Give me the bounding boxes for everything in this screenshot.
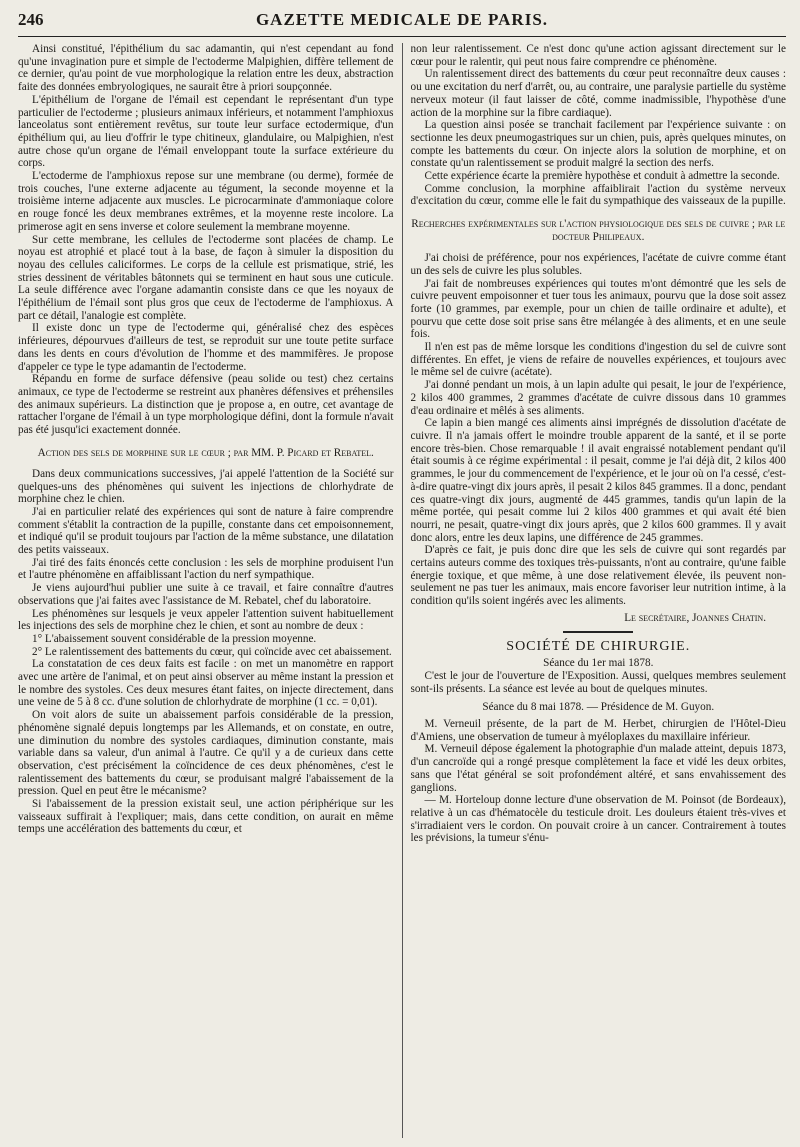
paragraph: Un ralentissement direct des battements du cœur peut reconnaître deux causes : ou une excitation du nerf d'arrêt, ou, au contraire, une paralysie partielle du système nerveux moteur (il faut laisser de côté, comme inadmissible, l'hypothèse d'une action de la morphine sur la fibre cardiaque).	[410, 68, 786, 119]
journal-title: GAZETTE MEDICALE DE PARIS.	[255, 10, 549, 29]
session-heading: Séance du 8 mai 1878. — Présidence de M. Guyon.	[482, 701, 715, 714]
paragraph: — M. Horteloup donne lecture d'une observation de M. Poinsot (de Bordeaux), relative à un cas d'hématocèle du testicule droit. Les douleurs étaient très-vives et s'irradiaient vers le cordon. On pouvait croire à un cancer. Contrairement à toutes les prévisions, la tumeur s'énu-	[410, 794, 786, 845]
paragraph: L'ectoderme de l'amphioxus repose sur une membrane (ou derme), formée de trois couches, l'une externe adjacente au tégument, la seconde moyenne et la troisième interne adjacente aux muscles. Le picrocarminate d'ammoniaque colore en rouge foncé les deux membranes extrêmes, et la moyenne reste incolore. La primerose agit en sens inverse et colore seulement la membrane moyenne.	[18, 170, 394, 233]
left-column	[18, 43, 394, 1138]
paragraph: L'épithélium de l'organe de l'émail est cependant le représentant d'un type particulier de l'ectoderme ; plusieurs animaux inférieurs, et notamment l'amphioxus lanceolatus sont entièrement revêtus, sur toute leur surface ectodermique, d'un épithélium qui, au lieu d'offrir le type chitineux, glandulaire, ou Malpighien, n'est autre chose qu'un organe de l'émail enveloppant toute la surface extérieure du corps.	[18, 93, 394, 170]
paragraph: non leur ralentissement. Ce n'est donc qu'une action agissant directement sur le cœur pour le ralentir, qui peut nous faire comprendre ce phénomène.	[410, 43, 786, 68]
list-item: 2° Le ralentissement des battements du cœur, qui coïncide avec cet abaissement.	[32, 645, 392, 658]
paragraph: Sur cette membrane, les cellules de l'ectoderme sont placées de champ. Le noyau est atrophié et placé tout à la base, de façon à simuler la disposition du noyau des cellules caliciformes. Le corps de la cellule est prismatique, strié, les stries dessinent de véritables bâtonnets qui se terminent en haut sous une cuticule. La seule différence avec l'organe adamantin consiste dans ce que les noyaux de l'épithélium de l'émail sont plus gros que ceux de l'ectoderme de l'amphioxus. A part ce détail, l'analogie est complète.	[18, 233, 394, 322]
paragraph: J'ai en particulier relaté des expériences qui sont de nature à faire comprendre comment s'établit la contraction de la pupille, constante dans cet empoisonnement, et indiqué qu'il se produit toujours par l'action de la même substance, une dilatation des petits vaisseaux.	[18, 505, 394, 557]
paragraph: M. Verneuil présente, de la part de M. Herbet, chirurgien de l'Hôtel-Dieu d'Amiens, une observation de tumeur à myéloplaxes du maxillaire inférieur.	[410, 718, 786, 743]
section-divider	[563, 631, 633, 633]
section-title-copper: Recherches expérimentales sur l'action physiologique des sels de cuivre ; par le docteur Philipeaux.	[411, 218, 786, 244]
column-divider	[402, 43, 403, 1138]
columns	[18, 43, 786, 1138]
paragraph: Cette expérience écarte la première hypothèse et conduit à admettre la seconde.	[424, 170, 780, 183]
paragraph: M. Verneuil dépose également la photographie d'un malade atteint, depuis 1873, d'un cancroïde qui a rongé presque complètement la face et vidé les deux orbites, sans que l'état général se soit profondément altéré, et sans envahissement des ganglions.	[410, 743, 786, 794]
right-column	[411, 43, 787, 1138]
page-header	[18, 10, 786, 37]
paragraph: Si l'abaissement de la pression existait seul, une action périphérique sur les vaisseaux suffirait à l'expliquer; mais, dans cette condition, on aurait en même temps une accélération des battements du cœur, et	[18, 798, 394, 836]
paragraph: J'ai tiré des faits énoncés cette conclusion : les sels de morphine produisent l'un et l'autre phénomène en affaiblissant l'action du nerf sympathique.	[18, 556, 394, 582]
paragraph: Répandu en forme de surface défensive (peau solide ou test) chez certains animaux, ce type de l'ectoderme se restreint aux phanères défensives et préhensiles des animaux supérieurs. La distinction que je propose a, en outre, cet avantage de rattacher l'organe de l'émail à un type morphologique défini, dont la formule n'avait pas été jusqu'ici exactement donnée.	[18, 373, 394, 437]
paragraph: Ainsi constitué, l'épithélium du sac adamantin, qui n'est cependant au fond qu'une invagination pure et simple de l'ectoderme Malpighien, diffère tellement de ce dernier, qu'au point de vue morphologique la relation entre les deux, abstraction faite des données embryologiques, ne saurait être à priori soupçonnée.	[18, 43, 394, 94]
paragraph: D'après ce fait, je puis donc dire que les sels de cuivre qui sont regardés par certains auteurs comme des toxiques très-puissants, n'ont au contraire, qu'une faible énergie toxique, et que même, à une dose relativement élevée, ils peuvent non-seulement ne pas tuer les animaux, mais encore favoriser leur nutrition intime, à la condition qu'ils soient ingérés avec les aliments.	[410, 544, 786, 608]
paragraph: Ce lapin a bien mangé ces aliments ainsi imprégnés de dissolution d'acétate de cuivre. Il n'a jamais offert le moindre trouble apparent de la santé, et il se porte encore très-bien. Chose remarquable ! il avait engraissé notablement pendant qu'il était soumis à ce régime expérimental : il pesait, comme je l'ai déjà dit, 2 kilos 400 grammes, le jour du commencement de l'expérience, et le jour où on l'a cessé, c'est-à-dire quatre-vingt dix jours après, il pesait 2 kilos 845 grammes. Il a donc, pendant ces quatre-vingt dix jours, augmenté de 445 grammes, tandis qu'un lapin de la même portée, qui pesait comme lui 2 kilos 400 grammes et qui avait été bien nourri, ne pesait, quatre-vingt dix jours après, que 2 kilos 600 grammes. Il y avait donc alors, entre les deux lapins, une différence de 245 grammes.	[410, 417, 786, 544]
list-item: 1° L'abaissement souvent considérable de la pression moyenne.	[32, 632, 317, 645]
paragraph: Dans deux communications successives, j'ai appelé l'attention de la Société sur quelques-uns des phénomènes qui suivent les injections de chlorhydrate de morphine chez le chien.	[18, 467, 394, 506]
session-heading: Séance du 1er mai 1878.	[543, 657, 654, 670]
section-title-morphine: Action des sels de morphine sur le cœur ; par MM. P. Picard et Rebatel.	[37, 446, 374, 459]
paragraph: Comme conclusion, la morphine affaiblirait l'action du système nerveux d'excitation du cœur, comme elle le fait du sympathique des vaisseaux de la pupille.	[410, 182, 786, 208]
paragraph: J'ai donné pendant un mois, à un lapin adulte qui pesait, le jour de l'expérience, 2 kilos 400 grammes, 2 grammes d'acétate de cuivre dissous dans 10 grammes d'eau ordinaire et mêlés à ses aliments.	[410, 379, 786, 417]
paragraph: J'ai fait de nombreuses expériences qui toutes m'ont démontré que les sels de cuivre peuvent empoisonner et tuer tous les animaux, pourvu que la dose soit assez forte (10 grammes, par exemple, pour un chien de taille ordinaire et adulte), et pourvu que cette dose soit prise sans être mélangée à des aliments, et en une seule fois.	[410, 277, 786, 341]
paragraph: C'est le jour de l'ouverture de l'Exposition. Aussi, quelques membres seulement sont-ils présents. La séance est levée au bout de quelques minutes.	[410, 669, 786, 695]
paragraph: La question ainsi posée se tranchait facilement par l'expérience suivante : on sectionne les deux pneumogastriques sur un chien, puis, après quelques minutes, on compte les battements du cœur. On injecte alors la solution de morphine, et on constate qu'un ralentissement se produit malgré la section des nerfs.	[410, 119, 786, 170]
society-title: SOCIÉTÉ DE CHIRURGIE.	[506, 638, 691, 654]
paragraph: Je viens aujourd'hui publier une suite à ce travail, et faire connaître d'autres observations que j'ai faites avec l'assistance de M. Rebatel, chef du laboratoire.	[18, 582, 394, 607]
paragraph: On voit alors de suite un abaissement parfois considérable de la pression, phénomène signalé depuis longtemps par les Allemands, et on constate, en outre, une diminution du nombre des systoles cardiaques, diminution constante, mais variable dans sa valeur, d'un animal à l'autre. Ce qu'il y a de curieux dans cette observation, c'est précisément la coïncidence de ces deux phénomènes, c'est le ralentissement des battements du cœur, se produisant malgré l'abaissement de la pression. Quel en peut être le mécanisme?	[18, 709, 394, 798]
signature: Le secrétaire, Joannes Chatin.	[624, 611, 766, 624]
paragraph: Les phénomènes sur lesquels je veux appeler l'attention suivent habituellement les injections des sels de morphine chez le chien, et sont au nombre de deux :	[18, 607, 394, 633]
paragraph: La constatation de ces deux faits est facile : on met un manomètre en rapport avec une artère de l'animal, et on peut ainsi observer au même instant la pression et le nombre des systoles. Ces deux mesures étant faites, on injecte directement, dans une veine de 5 à 8 cc. d'une solution de chlorhydrate de morphine (1 cc. = 0,01).	[18, 658, 394, 709]
paragraph: Il existe donc un type de l'ectoderme qui, généralisé chez des espèces inférieures, dépourvues d'ailleurs de test, se reproduit sur une toute petite surface dans les dents en cours d'évolution de l'homme et des mammifères. Je propose d'appeler ce type le type adamantin de l'ectoderme.	[18, 322, 394, 373]
paragraph: J'ai choisi de préférence, pour nos expériences, l'acétate de cuivre comme étant un des sels de cuivre les plus solubles.	[410, 252, 786, 277]
paragraph: Il n'en est pas de même lorsque les conditions d'ingestion du sel de cuivre sont différentes. En effet, je viens de refaire de nouvelles expériences, et toujours avec le même sel de cuivre (acétate).	[410, 341, 786, 379]
page-number: 246	[18, 10, 44, 29]
